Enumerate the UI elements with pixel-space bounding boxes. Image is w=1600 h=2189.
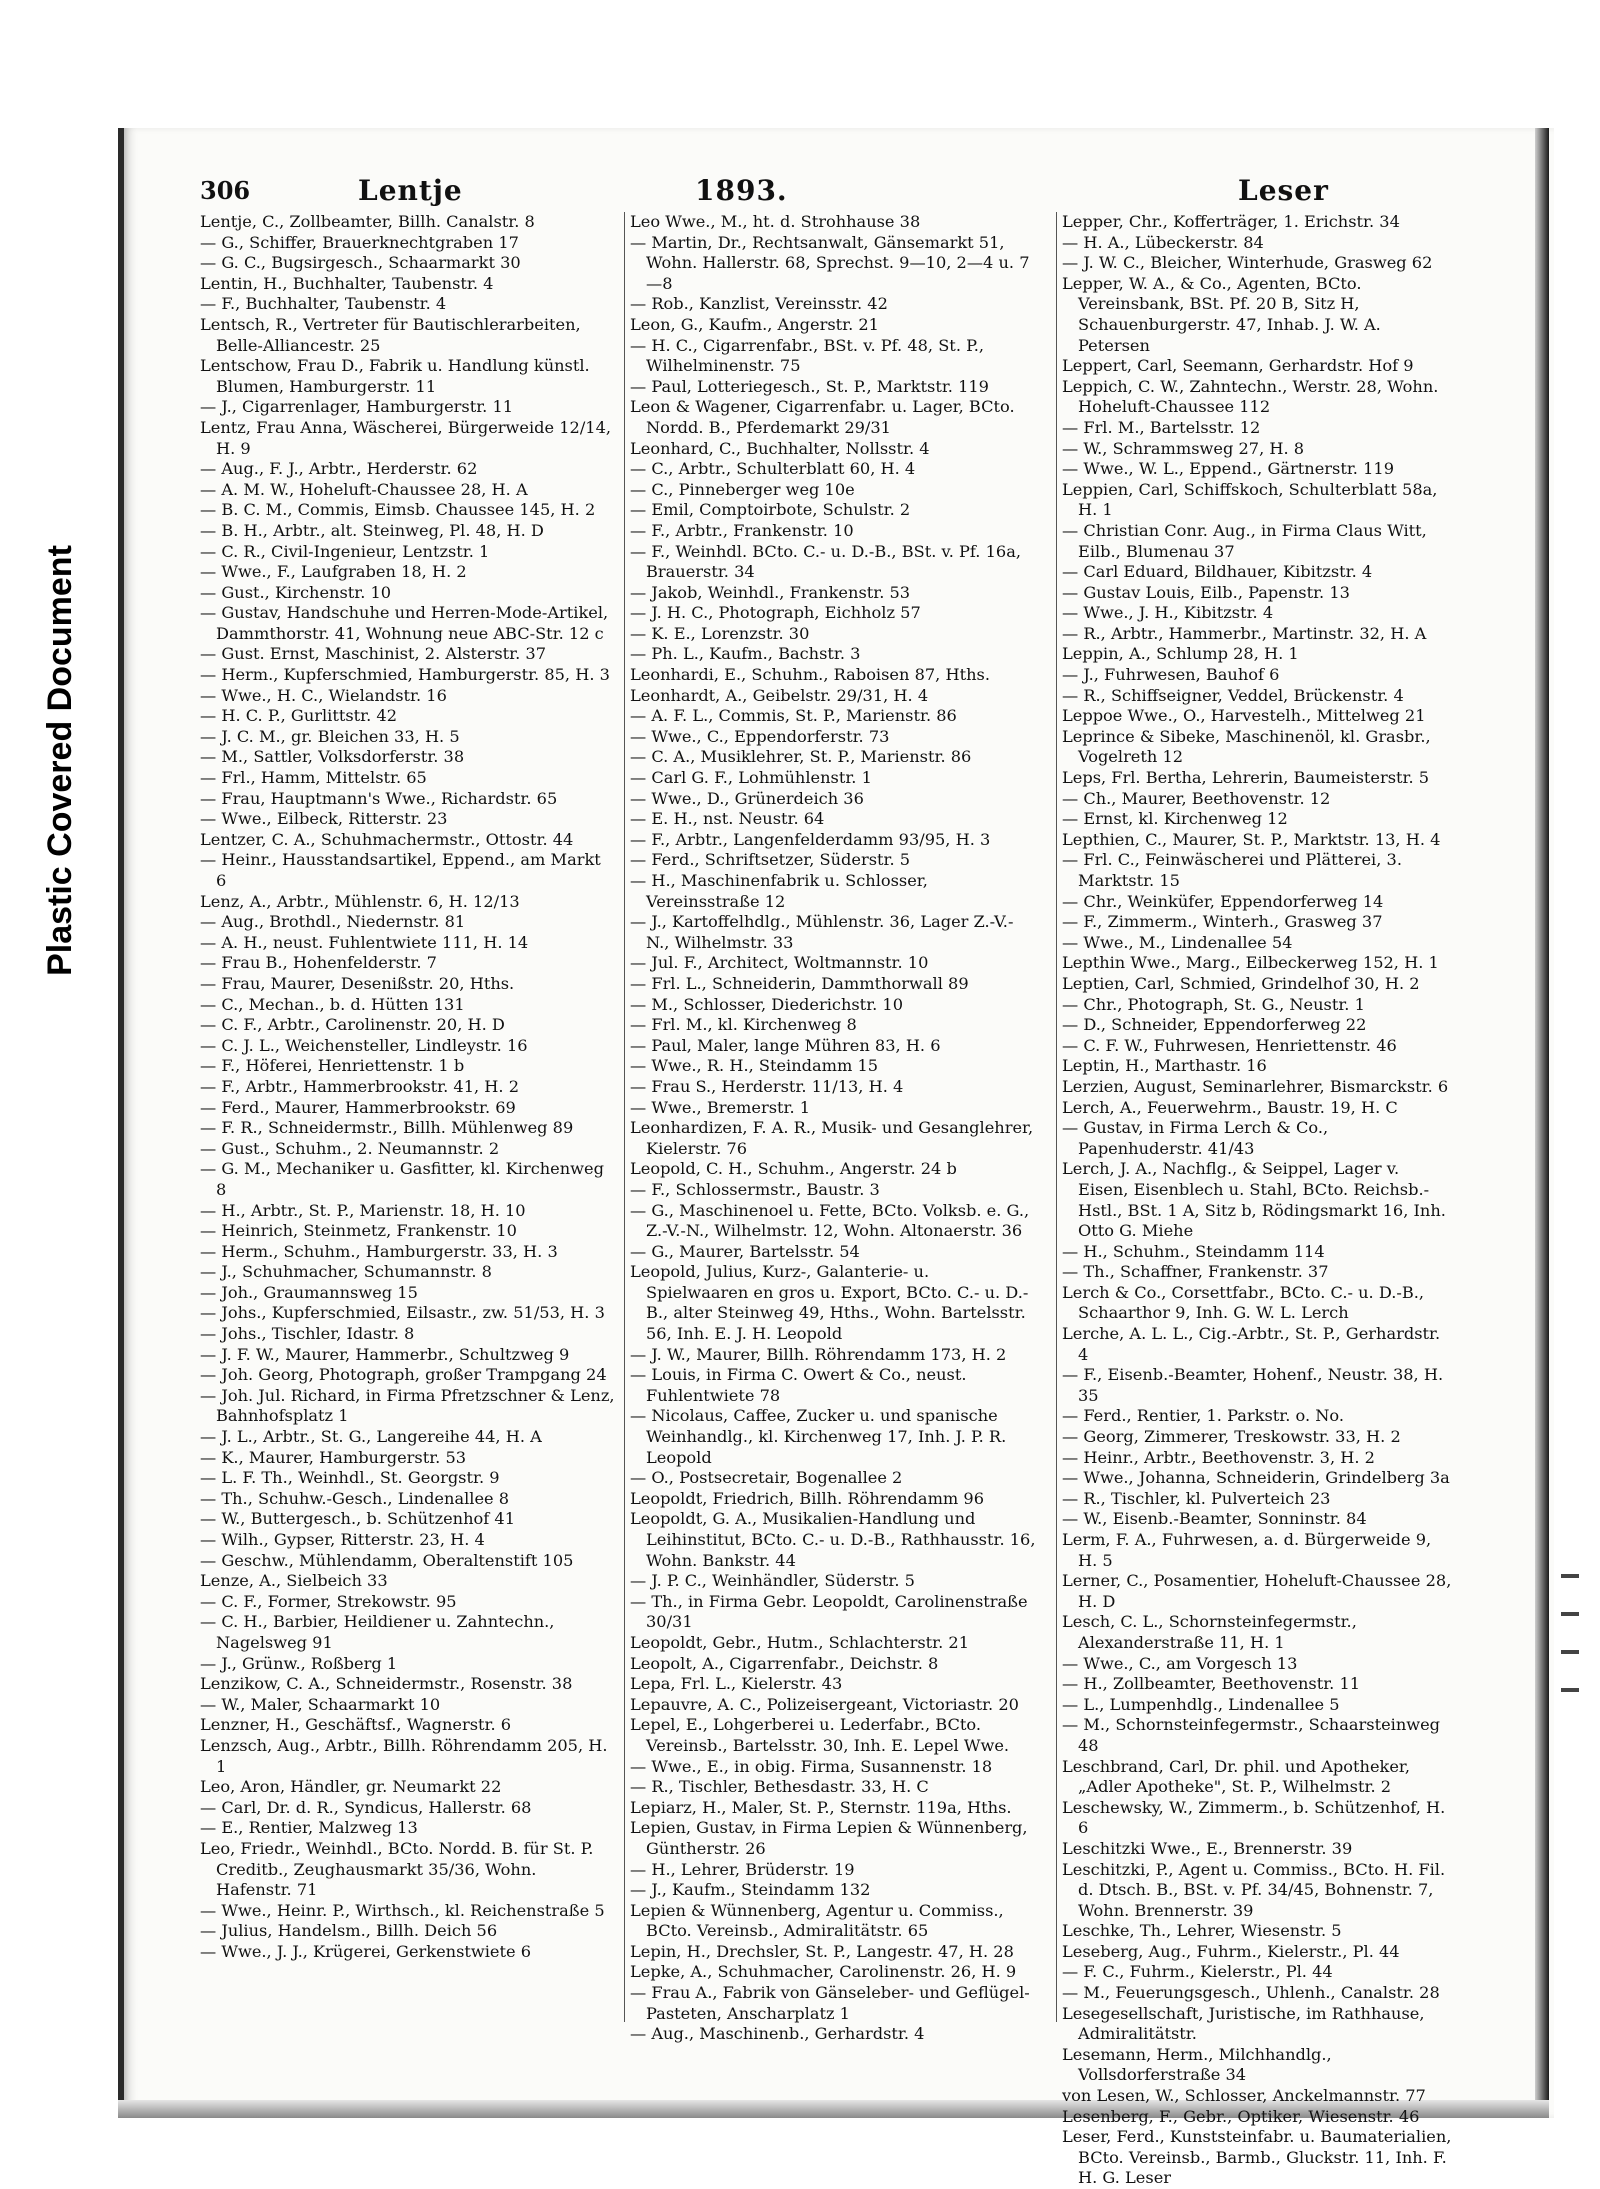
directory-entry: — G., Schiffer, Brauerknechtgraben 17 bbox=[200, 232, 519, 252]
directory-entry: — K., Maurer, Hamburgerstr. 53 bbox=[200, 1447, 467, 1467]
directory-entry: Lepper, Chr., Kofferträger, 1. Erichstr. 34 bbox=[1062, 212, 1400, 231]
directory-entry: Leonhard, C., Buchhalter, Nollsstr. 4 bbox=[630, 438, 930, 458]
directory-entry: Lepin, H., Drechsler, St. P., Langestr. 47, H. 28 bbox=[630, 1941, 1014, 1961]
directory-entry: Lepper, W. A., & Co., Agenten, BCto. Vereinsbank, BSt. Pf. 20 B, Sitz H, Schauenburgerstr. 47, Inhab. J. W. A. Petersen bbox=[1062, 273, 1381, 355]
directory-entry: — Th., Schuhw.-Gesch., Lindenallee 8 bbox=[200, 1488, 510, 1508]
directory-entry: — Wwe., M., Lindenallee 54 bbox=[1062, 932, 1293, 952]
directory-entry: — Ch., Maurer, Beethovenstr. 12 bbox=[1062, 788, 1331, 808]
directory-entry: Lesemann, Herm., Milchhandlg., Vollsdorferstraße 34 bbox=[1062, 2044, 1332, 2085]
directory-entry: Lenzner, H., Geschäftsf., Wagnerstr. 6 bbox=[200, 1715, 512, 1735]
directory-entry: — Wwe., R. H., Steindamm 15 bbox=[630, 1056, 879, 1076]
directory-entry: — Julius, Handelsm., Billh. Deich 56 bbox=[200, 1921, 498, 1941]
directory-entry: — K. E., Lorenzstr. 30 bbox=[630, 623, 810, 643]
directory-entry: Leo, Friedr., Weinhdl., BCto. Nordd. B. für St. P. Creditb., Zeughausmarkt 35/36, Wohn. Hafenstr. 71 bbox=[200, 1838, 594, 1900]
directory-entry: Leopold, Julius, Kurz-, Galanterie- u. Spielwaaren en gros u. Export, BCto. C.- u. D.-B., alter Steinweg 49, Hths., Wohn. Bartelsstr. 56, Inh. E. J. H. Leopold bbox=[630, 1262, 1029, 1344]
directory-entry: — Joh., Graumannsweg 15 bbox=[200, 1282, 418, 1302]
directory-entry: — F. R., Schneidermstr., Billh. Mühlenweg 89 bbox=[200, 1118, 574, 1138]
directory-entry: — G. C., Bugsirgesch., Schaarmarkt 30 bbox=[200, 253, 521, 273]
directory-entry: — Gust. Ernst, Maschinist, 2. Alsterstr. 37 bbox=[200, 644, 547, 664]
directory-entry: — J. H. C., Photograph, Eichholz 57 bbox=[630, 603, 921, 623]
directory-entry: — L., Lumpenhdlg., Lindenallee 5 bbox=[1062, 1694, 1340, 1714]
directory-entry: — F., Zimmerm., Winterh., Grasweg 37 bbox=[1062, 912, 1383, 932]
directory-entry: — H., Zollbeamter, Beethovenstr. 11 bbox=[1062, 1674, 1361, 1694]
edge-mark bbox=[1561, 1688, 1579, 1692]
directory-entry: — Christian Conr. Aug., in Firma Claus Witt, Eilb., Blumenau 37 bbox=[1062, 520, 1427, 561]
directory-entry: Leo, Aron, Händler, gr. Neumarkt 22 bbox=[200, 1777, 502, 1797]
directory-entry: — Jul. F., Architect, Woltmannstr. 10 bbox=[630, 953, 929, 973]
directory-entry: — W., Buttergesch., b. Schützenhof 41 bbox=[200, 1509, 516, 1529]
directory-entry: — F., Höferei, Henriettenstr. 1 b bbox=[200, 1056, 465, 1076]
page-header bbox=[200, 174, 1420, 214]
directory-entry: — Wwe., F., Laufgraben 18, H. 2 bbox=[200, 562, 467, 582]
directory-entry: — Gustav, Handschuhe und Herren-Mode-Artikel, Dammthorstr. 41, Wohnung neue ABC-Str. 12 c bbox=[200, 603, 609, 643]
directory-entry: Leopoldt, Friedrich, Billh. Röhrendamm 96 bbox=[630, 1488, 985, 1508]
directory-entry: — Chr., Photograph, St. G., Neustr. 1 bbox=[1062, 994, 1365, 1014]
directory-entry: — O., Postsecretair, Bogenallee 2 bbox=[630, 1468, 903, 1488]
directory-entry: — A. M. W., Hoheluft-Chaussee 28, H. A bbox=[200, 479, 528, 499]
directory-entry: Lentsch, R., Vertreter für Bautischlerarbeiten, Belle-Alliancestr. 25 bbox=[200, 314, 581, 355]
directory-entry: — Wwe., H. C., Wielandstr. 16 bbox=[200, 685, 447, 705]
directory-entry: — Wwe., Heinr. P., Wirthsch., kl. Reichenstraße 5 bbox=[200, 1900, 605, 1920]
directory-entry: — H., Arbtr., St. P., Marienstr. 18, H. 10 bbox=[200, 1200, 526, 1220]
directory-entry: — Paul, Maler, lange Mühren 83, H. 6 bbox=[630, 1035, 941, 1055]
directory-entry: Lerch, A., Feuerwehrm., Baustr. 19, H. C bbox=[1062, 1097, 1398, 1117]
directory-entry: — M., Feuerungsgesch., Uhlenh., Canalstr. 28 bbox=[1062, 1983, 1440, 2003]
directory-entry: — C. J. L., Weichensteller, Lindleystr. 16 bbox=[200, 1035, 528, 1055]
directory-entry: — F., Schlossermstr., Baustr. 3 bbox=[630, 1179, 880, 1199]
directory-entry: — Georg, Zimmerer, Treskowstr. 33, H. 2 bbox=[1062, 1427, 1401, 1447]
header-right-word: Leser bbox=[1238, 174, 1329, 207]
directory-entry: — W., Schrammsweg 27, H. 8 bbox=[1062, 438, 1305, 458]
directory-entry: — Heinr., Hausstandsartikel, Eppend., am Markt 6 bbox=[200, 850, 601, 890]
directory-entry: — Joh. Georg, Photograph, großer Trampgang 24 bbox=[200, 1365, 607, 1385]
directory-entry: Leps, Frl. Bertha, Lehrerin, Baumeisterstr. 5 bbox=[1062, 768, 1430, 788]
directory-entry: — Gustav Louis, Eilb., Papenstr. 13 bbox=[1062, 582, 1350, 602]
directory-entry: — J., Grünw., Roßberg 1 bbox=[200, 1653, 398, 1673]
directory-entry: — Wwe., Eilbeck, Ritterstr. 23 bbox=[200, 809, 448, 829]
directory-entry: Leonhardizen, F. A. R., Musik- und Gesanglehrer, Kielerstr. 76 bbox=[630, 1118, 1034, 1158]
directory-entry: — R., Tischler, kl. Pulverteich 23 bbox=[1062, 1488, 1331, 1508]
directory-entry: — F., Weinhdl. BCto. C.- u. D.-B., BSt. v. Pf. 16a, Brauerstr. 34 bbox=[630, 541, 1021, 582]
directory-entry: — J. L., Arbtr., St. G., Langereihe 44, H. A bbox=[200, 1427, 542, 1447]
header-left-word: Lentje bbox=[358, 174, 463, 207]
directory-entry: Leopoldt, Gebr., Hutm., Schlachterstr. 21 bbox=[630, 1632, 970, 1652]
directory-entry: Lepa, Frl. L., Kielerstr. 43 bbox=[630, 1674, 843, 1694]
directory-entry: — Ph. L., Kaufm., Bachstr. 3 bbox=[630, 644, 861, 664]
directory-entry: — E. H., nst. Neustr. 64 bbox=[630, 809, 825, 829]
directory-entry: Leopold, C. H., Schuhm., Angerstr. 24 b bbox=[630, 1159, 957, 1179]
directory-entry: Lentin, H., Buchhalter, Taubenstr. 4 bbox=[200, 273, 494, 293]
directory-entry: — Frau S., Herderstr. 11/13, H. 4 bbox=[630, 1076, 904, 1096]
directory-entry: — Johs., Kupferschmied, Eilsastr., zw. 51/53, H. 3 bbox=[200, 1303, 605, 1323]
directory-entry: — Aug., Brothdl., Niedernstr. 81 bbox=[200, 912, 466, 932]
directory-entry: — Paul, Lotteriegesch., St. P., Marktstr. 119 bbox=[630, 376, 989, 396]
directory-entry: Leschbrand, Carl, Dr. phil. und Apotheker, „Adler Apotheke", St. P., Wilhelmstr. 2 bbox=[1062, 1756, 1411, 1797]
directory-entry: Leppin, A., Schlump 28, H. 1 bbox=[1062, 644, 1299, 664]
directory-entry: — R., Arbtr., Hammerbr., Martinstr. 32, H. A bbox=[1062, 623, 1427, 643]
directory-entry: Lentzer, C. A., Schuhmachermstr., Ottostr. 44 bbox=[200, 829, 574, 849]
directory-entry: — Carl G. F., Lohmühlenstr. 1 bbox=[630, 768, 872, 788]
directory-columns bbox=[200, 212, 1452, 2188]
directory-entry: — H., Maschinenfabrik u. Schlosser, Vereinsstraße 12 bbox=[630, 871, 928, 911]
directory-entry: Lerm, F. A., Fuhrwesen, a. d. Bürgerweide 9, H. 5 bbox=[1062, 1530, 1432, 1570]
directory-entry: — Frau B., Hohenfelderstr. 7 bbox=[200, 953, 437, 973]
directory-entry: — Wwe., D., Grünerdeich 36 bbox=[630, 788, 864, 808]
directory-entry: — H. C., Cigarrenfabr., BSt. v. Pf. 48, St. P., Wilhelminenstr. 75 bbox=[630, 335, 985, 376]
directory-entry: Leppien, Carl, Schiffskoch, Schulterblatt 58a, H. 1 bbox=[1062, 479, 1438, 520]
directory-entry: Leprince & Sibeke, Maschinenöl, kl. Grasbr., Vogelreth 12 bbox=[1062, 726, 1431, 767]
directory-entry: Leschitzki Wwe., E., Brennerstr. 39 bbox=[1062, 1838, 1353, 1858]
directory-entry: — Wwe., C., am Vorgesch 13 bbox=[1062, 1653, 1298, 1673]
directory-entry: — W., Eisenb.-Beamter, Sonninstr. 84 bbox=[1062, 1509, 1367, 1529]
directory-entry: — Gustav, in Firma Lerch & Co., Papenhuderstr. 41/43 bbox=[1062, 1118, 1329, 1158]
directory-entry: — H., Schuhm., Steindamm 114 bbox=[1062, 1241, 1325, 1261]
header-year: 1893. bbox=[695, 174, 788, 207]
directory-entry: Leo Wwe., M., ht. d. Strohhause 38 bbox=[630, 212, 921, 231]
directory-entry: Leonhardi, E., Schuhm., Raboisen 87, Hths. bbox=[630, 665, 990, 685]
directory-entry: — Wilh., Gypser, Ritterstr. 23, H. 4 bbox=[200, 1530, 485, 1549]
directory-entry: — Ernst, kl. Kirchenweg 12 bbox=[1062, 809, 1288, 829]
directory-entry: — Geschw., Mühlendamm, Oberaltenstift 105 bbox=[200, 1550, 574, 1570]
directory-entry: — Frl. M., Bartelsstr. 12 bbox=[1062, 417, 1261, 437]
page-right-edge bbox=[1535, 128, 1549, 2118]
edge-mark bbox=[1561, 1612, 1579, 1616]
directory-entry: — Heinrich, Steinmetz, Frankenstr. 10 bbox=[200, 1221, 517, 1241]
directory-entry: — W., Maler, Schaarmarkt 10 bbox=[200, 1694, 441, 1714]
directory-entry: Leseberg, Aug., Fuhrm., Kielerstr., Pl. 44 bbox=[1062, 1941, 1400, 1961]
directory-entry: Leschke, Th., Lehrer, Wiesenstr. 5 bbox=[1062, 1921, 1342, 1941]
directory-entry: Lerch, J. A., Nachflg., & Seippel, Lager v. Eisen, Eisenblech u. Stahl, BCto. Reichsb.-Hstl., BSt. 1 A, Sitz b, Rödingsmarkt 16, Inh. Otto G. Miehe bbox=[1062, 1159, 1446, 1241]
directory-entry: — Wwe., J. J., Krügerei, Gerkenstwiete 6 bbox=[200, 1941, 532, 1961]
directory-entry: — Heinr., Arbtr., Beethovenstr. 3, H. 2 bbox=[1062, 1447, 1375, 1467]
edge-marks bbox=[1561, 1540, 1591, 1940]
directory-entry: — Wwe., E., in obig. Firma, Susannenstr. 18 bbox=[630, 1756, 993, 1776]
directory-entry: Lerner, C., Posamentier, Hoheluft-Chaussee 28, H. D bbox=[1062, 1571, 1452, 1611]
directory-entry: Leser, Ferd., Kunststeinfabr. u. Baumaterialien, BCto. Vereinsb., Barmb., Gluckstr. 11, Inh. F. H. G. Leser bbox=[1062, 2127, 1452, 2188]
directory-entry: Leppich, C. W., Zahntechn., Werstr. 28, Wohn. Hoheluft-Chaussee 112 bbox=[1062, 376, 1439, 417]
directory-entry: — J., Schuhmacher, Schumannstr. 8 bbox=[200, 1262, 492, 1282]
page-number: 306 bbox=[200, 176, 251, 205]
directory-entry: — A. F. L., Commis, St. P., Marienstr. 86 bbox=[630, 706, 957, 726]
directory-entry: — C. H., Barbier, Heildiener u. Zahntechn., Nagelsweg 91 bbox=[200, 1612, 555, 1652]
directory-entry: — R., Schiffseigner, Veddel, Brückenstr. 4 bbox=[1062, 685, 1404, 705]
directory-entry: — Herm., Kupferschmied, Hamburgerstr. 85, H. 3 bbox=[200, 665, 610, 685]
directory-entry: Leon, G., Kaufm., Angerstr. 21 bbox=[630, 314, 879, 334]
directory-entry: Lesch, C. L., Schornsteinfegermstr., Alexanderstraße 11, H. 1 bbox=[1062, 1612, 1357, 1652]
directory-entry: — Jakob, Weinhdl., Frankenstr. 53 bbox=[630, 582, 911, 602]
directory-entry: — G. M., Mechaniker u. Gasfitter, kl. Kirchenweg 8 bbox=[200, 1159, 604, 1199]
directory-entry: — H. A., Lübeckerstr. 84 bbox=[1062, 232, 1264, 252]
edge-mark bbox=[1561, 1650, 1579, 1654]
directory-entry: Lerzien, August, Seminarlehrer, Bismarckstr. 6 bbox=[1062, 1076, 1449, 1096]
directory-entry: Leon & Wagener, Cigarrenfabr. u. Lager, BCto. Nordd. B., Pferdemarkt 29/31 bbox=[630, 397, 1015, 437]
directory-entry: — Herm., Schuhm., Hamburgerstr. 33, H. 3 bbox=[200, 1241, 558, 1261]
directory-entry: — F., Arbtr., Frankenstr. 10 bbox=[630, 520, 854, 540]
directory-entry: — J., Kaufm., Steindamm 132 bbox=[630, 1880, 871, 1900]
directory-entry: — B. C. M., Commis, Eimsb. Chaussee 145, H. 2 bbox=[200, 500, 596, 520]
directory-entry: — Rob., Kanzlist, Vereinsstr. 42 bbox=[630, 294, 888, 314]
directory-entry: — Frl. M., kl. Kirchenweg 8 bbox=[630, 1015, 857, 1035]
directory-entry: Leptin, H., Marthastr. 16 bbox=[1062, 1056, 1267, 1076]
directory-entry: Leppert, Carl, Seemann, Gerhardstr. Hof 9 bbox=[1062, 356, 1414, 376]
directory-entry: — C. R., Civil-Ingenieur, Lentzstr. 1 bbox=[200, 541, 490, 561]
directory-entry: Lepke, A., Schuhmacher, Carolinenstr. 26, H. 9 bbox=[630, 1962, 1017, 1982]
directory-entry: — A. H., neust. Fuhlentwiete 111, H. 14 bbox=[200, 932, 529, 952]
directory-entry: — Frl. L., Schneiderin, Dammthorwall 89 bbox=[630, 973, 969, 993]
directory-entry: — Wwe., Johanna, Schneiderin, Grindelberg 3a bbox=[1062, 1468, 1450, 1488]
directory-entry: Leptien, Carl, Schmied, Grindelhof 30, H. 2 bbox=[1062, 973, 1420, 993]
directory-entry: — J. P. C., Weinhändler, Süderstr. 5 bbox=[630, 1571, 915, 1591]
directory-entry: — M., Schornsteinfegermstr., Schaarsteinweg 48 bbox=[1062, 1715, 1441, 1755]
directory-entry: Lepien & Wünnenberg, Agentur u. Commiss., BCto. Vereinsb., Admiralitätstr. 65 bbox=[630, 1900, 1004, 1941]
directory-entry: — Martin, Dr., Rechtsanwalt, Gänsemarkt 51, Wohn. Hallerstr. 68, Sprechst. 9—10, 2—4 u. 7—8 bbox=[630, 232, 1030, 293]
directory-entry: — Carl Eduard, Bildhauer, Kibitzstr. 4 bbox=[1062, 562, 1373, 582]
directory-entry: — J., Fuhrwesen, Bauhof 6 bbox=[1062, 665, 1280, 685]
directory-entry: — Frl. C., Feinwäscherei und Plätterei, 3. Marktstr. 15 bbox=[1062, 850, 1402, 890]
directory-entry: Lenze, A., Sielbeich 33 bbox=[200, 1571, 388, 1591]
directory-entry: Lesenberg, F., Gebr., Optiker, Wiesenstr. 46 bbox=[1062, 2106, 1420, 2126]
directory-entry: — Emil, Comptoirbote, Schulstr. 2 bbox=[630, 500, 911, 520]
plastic-covered-label bbox=[20, 480, 100, 1040]
column-middle bbox=[630, 212, 1036, 2042]
directory-entry: — J. W., Maurer, Billh. Röhrendamm 173, H. 2 bbox=[630, 1344, 1007, 1364]
directory-entry: — Wwe., C., Eppendorferstr. 73 bbox=[630, 726, 890, 746]
directory-entry: — M., Sattler, Volksdorferstr. 38 bbox=[200, 747, 465, 767]
directory-entry: — J. F. W., Maurer, Hammerbr., Schultzweg 9 bbox=[200, 1344, 570, 1364]
column-left bbox=[200, 212, 616, 2042]
directory-entry: — Aug., Maschinenb., Gerhardstr. 4 bbox=[630, 2024, 925, 2044]
directory-entry: — B. H., Arbtr., alt. Steinweg, Pl. 48, H. D bbox=[200, 520, 544, 540]
directory-entry: Lesegesellschaft, Juristische, im Rathhause, Admiralitätstr. bbox=[1062, 2003, 1425, 2044]
directory-entry: Leschitzki, P., Agent u. Commiss., BCto. H. Fil. d. Dtsch. B., BSt. v. Pf. 34/45, Bohnenstr. 7, Wohn. Brennerstr. 39 bbox=[1062, 1859, 1446, 1920]
directory-entry: Lentje, C., Zollbeamter, Billh. Canalstr. 8 bbox=[200, 212, 535, 231]
directory-entry: — Ferd., Maurer, Hammerbrookstr. 69 bbox=[200, 1097, 516, 1117]
plastic-covered-text: Plastic Covered Document bbox=[40, 544, 79, 976]
directory-entry: Leopolt, A., Cigarrenfabr., Deichstr. 8 bbox=[630, 1653, 939, 1673]
edge-mark bbox=[1561, 1574, 1579, 1578]
directory-entry: Lentschow, Frau D., Fabrik u. Handlung künstl. Blumen, Hamburgerstr. 11 bbox=[200, 356, 590, 396]
directory-entry: von Lesen, W., Schlosser, Anckelmannstr. 77 bbox=[1062, 2086, 1426, 2106]
directory-entry: — C. A., Musiklehrer, St. P., Marienstr. 86 bbox=[630, 747, 972, 767]
directory-entry: — L. F. Th., Weinhdl., St. Georgstr. 9 bbox=[200, 1468, 500, 1488]
directory-entry: — C. F., Arbtr., Carolinenstr. 20, H. D bbox=[200, 1015, 505, 1035]
directory-entry: — R., Tischler, Bethesdastr. 33, H. C bbox=[630, 1777, 929, 1797]
directory-entry: Leopoldt, G. A., Musikalien-Handlung und Leihinstitut, BCto. C.- u. D.-B., Rathhausstr. 16, Wohn. Bankstr. 44 bbox=[630, 1509, 1036, 1570]
directory-entry: — H., Lehrer, Brüderstr. 19 bbox=[630, 1859, 855, 1879]
directory-entry: Lentz, Frau Anna, Wäscherei, Bürgerweide 12/14, H. 9 bbox=[200, 417, 612, 458]
directory-entry: — J., Cigarrenlager, Hamburgerstr. 11 bbox=[200, 397, 514, 417]
directory-entry: — F., Eisenb.-Beamter, Hohenf., Neustr. 38, H. 35 bbox=[1062, 1365, 1444, 1405]
directory-entry: — F., Arbtr., Langenfelderdamm 93/95, H. 3 bbox=[630, 829, 991, 849]
directory-entry: — Wwe., J. H., Kibitzstr. 4 bbox=[1062, 603, 1274, 623]
directory-entry: Lepel, E., Lohgerberei u. Lederfabr., BCto. Vereinsb., Bartelsstr. 30, Inh. E. Lepel Wwe. bbox=[630, 1715, 1010, 1755]
directory-entry: — Wwe., Bremerstr. 1 bbox=[630, 1097, 811, 1117]
directory-entry: — G., Maschinenoel u. Fette, BCto. Volksb. e. G., Z.-V.-N., Wilhelmstr. 12, Wohn. Altonaerstr. 36 bbox=[630, 1200, 1030, 1241]
directory-entry: Lenzsch, Aug., Arbtr., Billh. Röhrendamm 205, H. 1 bbox=[200, 1735, 608, 1776]
directory-entry: Leschewsky, W., Zimmerm., b. Schützenhof, H. 6 bbox=[1062, 1797, 1446, 1838]
directory-entry: — Wwe., W. L., Eppend., Gärtnerstr. 119 bbox=[1062, 459, 1394, 479]
directory-entry: Lepiarz, H., Maler, St. P., Sternstr. 119a, Hths. bbox=[630, 1797, 1012, 1817]
directory-entry: — Ferd., Schriftsetzer, Süderstr. 5 bbox=[630, 850, 911, 870]
directory-entry: — Aug., F. J., Arbtr., Herderstr. 62 bbox=[200, 459, 478, 479]
directory-entry: — C., Arbtr., Schulterblatt 60, H. 4 bbox=[630, 459, 916, 479]
directory-entry: — M., Schlosser, Diederichstr. 10 bbox=[630, 994, 904, 1014]
directory-entry: — Th., in Firma Gebr. Leopoldt, Carolinenstraße 30/31 bbox=[630, 1591, 1028, 1632]
directory-entry: Lerche, A. L. L., Cig.-Arbtr., St. P., Gerhardstr. 4 bbox=[1062, 1324, 1441, 1364]
directory-entry: — F. C., Fuhrm., Kielerstr., Pl. 44 bbox=[1062, 1962, 1333, 1982]
directory-entry: — J. C. M., gr. Bleichen 33, H. 5 bbox=[200, 726, 460, 746]
directory-entry: — C., Mechan., b. d. Hütten 131 bbox=[200, 994, 465, 1014]
directory-entry: — C., Pinneberger weg 10e bbox=[630, 479, 855, 499]
directory-entry: — H. C. P., Gurlittstr. 42 bbox=[200, 706, 398, 726]
directory-entry: Leonhardt, A., Geibelstr. 29/31, H. 4 bbox=[630, 685, 929, 705]
directory-entry: — J. W. C., Bleicher, Winterhude, Grasweg 62 bbox=[1062, 253, 1433, 273]
directory-entry: — Louis, in Firma C. Owert & Co., neust. Fuhlentwiete 78 bbox=[630, 1365, 967, 1405]
directory-entry: — Gust., Kirchenstr. 10 bbox=[200, 582, 392, 602]
directory-entry: Lepien, Gustav, in Firma Lepien & Wünnenberg, Güntherstr. 26 bbox=[630, 1818, 1028, 1858]
directory-entry: Lepthin Wwe., Marg., Eilbeckerweg 152, H. 1 bbox=[1062, 953, 1439, 973]
directory-entry: Lerch & Co., Corsettfabr., BCto. C.- u. D.-B., Schaarthor 9, Inh. G. W. L. Lerch bbox=[1062, 1282, 1425, 1323]
directory-entry: Lenz, A., Arbtr., Mühlenstr. 6, H. 12/13 bbox=[200, 891, 520, 911]
directory-entry: Leppoe Wwe., O., Harvestelh., Mittelweg 21 bbox=[1062, 706, 1426, 726]
directory-entry: Lepauvre, A. C., Polizeisergeant, Victoriastr. 20 bbox=[630, 1694, 1019, 1714]
directory-entry: — G., Maurer, Bartelsstr. 54 bbox=[630, 1241, 860, 1261]
directory-entry: Lenzikow, C. A., Schneidermstr., Rosenstr. 38 bbox=[200, 1674, 573, 1694]
directory-entry: — E., Rentier, Malzweg 13 bbox=[200, 1818, 418, 1838]
directory-entry: — C. F., Former, Strekowstr. 95 bbox=[200, 1591, 457, 1611]
directory-entry: — Frl., Hamm, Mittelstr. 65 bbox=[200, 768, 427, 788]
directory-entry: — Joh. Jul. Richard, in Firma Pfretzschner & Lenz, Bahnhofsplatz 1 bbox=[200, 1385, 615, 1426]
directory-entry: — C. F. W., Fuhrwesen, Henriettenstr. 46 bbox=[1062, 1035, 1397, 1055]
directory-entry: — Frau, Hauptmann's Wwe., Richardstr. 65 bbox=[200, 788, 558, 808]
directory-entry: — D., Schneider, Eppendorferweg 22 bbox=[1062, 1015, 1367, 1035]
column-right bbox=[1062, 212, 1454, 2188]
directory-entry: — Frau A., Fabrik von Gänseleber- und Geflügel-Pasteten, Anscharplatz 1 bbox=[630, 1983, 1030, 2023]
directory-entry: — Nicolaus, Caffee, Zucker u. und spanische Weinhandlg., kl. Kirchenweg 17, Inh. J. P. R. Leopold bbox=[630, 1406, 1007, 1467]
directory-entry: — J., Kartoffelhdlg., Mühlenstr. 36, Lager Z.-V.-N., Wilhelmstr. 33 bbox=[630, 912, 1014, 952]
directory-entry: — Johs., Tischler, Idastr. 8 bbox=[200, 1324, 415, 1344]
directory-entry: Lepthien, C., Maurer, St. P., Marktstr. 13, H. 4 bbox=[1062, 829, 1441, 849]
directory-entry: — Chr., Weinküfer, Eppendorferweg 14 bbox=[1062, 891, 1384, 911]
directory-entry: — F., Arbtr., Hammerbrookstr. 41, H. 2 bbox=[200, 1076, 520, 1096]
directory-entry: — Ferd., Rentier, 1. Parkstr. o. No. bbox=[1062, 1406, 1345, 1426]
directory-entry: — Frau, Maurer, Desenißstr. 20, Hths. bbox=[200, 973, 515, 993]
directory-entry: — Th., Schaffner, Frankenstr. 37 bbox=[1062, 1262, 1329, 1282]
directory-entry: — Gust., Schuhm., 2. Neumannstr. 2 bbox=[200, 1138, 500, 1158]
directory-entry: — Carl, Dr. d. R., Syndicus, Hallerstr. 68 bbox=[200, 1797, 532, 1817]
directory-entry: — F., Buchhalter, Taubenstr. 4 bbox=[200, 294, 447, 314]
